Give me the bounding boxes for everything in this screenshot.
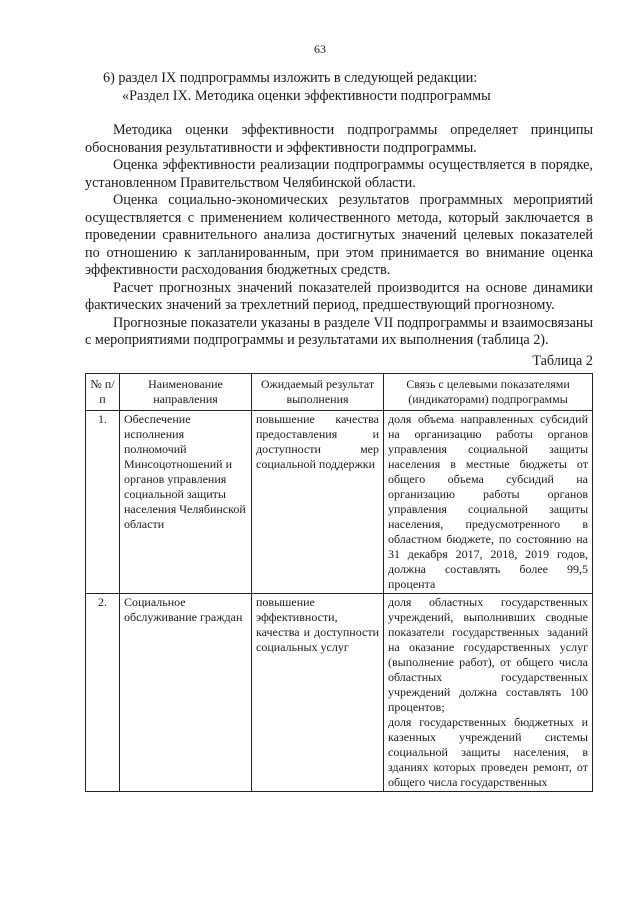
section-title: «Раздел IX. Методика оценки эффективности подпрограммы <box>122 87 491 104</box>
row-link <box>384 593 593 791</box>
header-result: Ожидаемый результат выполнения <box>252 373 384 410</box>
indicators-table <box>85 373 593 792</box>
page-number: 63 <box>314 42 326 56</box>
document-body <box>85 70 593 792</box>
table-caption: Таблица 2 <box>532 352 593 369</box>
row-direction: Обеспечение исполнения полномочий Минсоцотношений и органов управления социальной защиты населения Челябинской области <box>120 410 252 593</box>
row-link: доля объема направленных субсидий на организацию работы органов управления социальной защиты населения в местные бюджеты от общего объема субсидий на организацию работы органов управления социальной защиты населения, предусмотренного в областном бюджете, по состоянию на 31 декабря 2017, 2018, 2019 годов, должна составлять более 99,5 процента <box>384 410 593 593</box>
paragraph-forecast-calc: Расчет прогнозных значений показателей производится на основе динамики фактических значений за трехлетний период, предшествующий прогнозному. <box>85 279 593 313</box>
row-num: 1. <box>86 410 120 593</box>
header-num: № п/п <box>86 373 120 410</box>
amendment-heading: 6) раздел IX подпрограммы изложить в следующей редакции: <box>103 70 478 86</box>
paragraph-methodology: Методика оценки эффективности подпрограммы определяет принципы обоснования результативности и эффективности подпрограммы. <box>85 122 593 156</box>
row-link-part: доля государственных бюджетных и казенных учреждений системы социальной защиты населения, в зданиях которых проведен ремонт, от общего числа государственных <box>388 714 588 789</box>
row-direction: Социальное обслуживание граждан <box>120 593 252 791</box>
table-header-row <box>86 373 593 410</box>
paragraph-evaluation-order: Оценка эффективности реализации подпрограммы осуществляется в порядке, установленном Правительством Челябинской области. <box>85 157 593 191</box>
paragraph-forecast-indicators: Прогнозные показатели указаны в разделе VII подпрограммы и взаимосвязаны с мероприятиями подпрограммы и результатами их выполнения (таблица 2). <box>85 314 593 348</box>
paragraph-socioeconomic: Оценка социально-экономических результатов программных мероприятий осуществляется с применением количественного метода, который заключается в проведении сравнительного анализа достигнутых значений целевых показателей по отношению к запланированным, при этом принимается во внимание оценка эффективности расходования бюджетных средств. <box>85 192 593 278</box>
row-link-part: доля областных государственных учреждений, выполнивших сводные показатели государственных заданий на оказание государственных услуг (выполнение работ), от общего числа областных государственных учреждений должна составлять 100 процентов; <box>388 594 588 714</box>
row-result: повышение качества предоставления и доступности мер социальной поддержки <box>252 410 384 593</box>
header-link: Связь с целевыми показателями (индикаторами) подпрограммы <box>384 373 593 410</box>
row-result: повышение эффективности, качества и доступности социальных услуг <box>252 593 384 791</box>
row-num: 2. <box>86 593 120 791</box>
table-row <box>86 410 593 593</box>
table-row <box>86 593 593 791</box>
header-direction: Наименование направления <box>120 373 252 410</box>
